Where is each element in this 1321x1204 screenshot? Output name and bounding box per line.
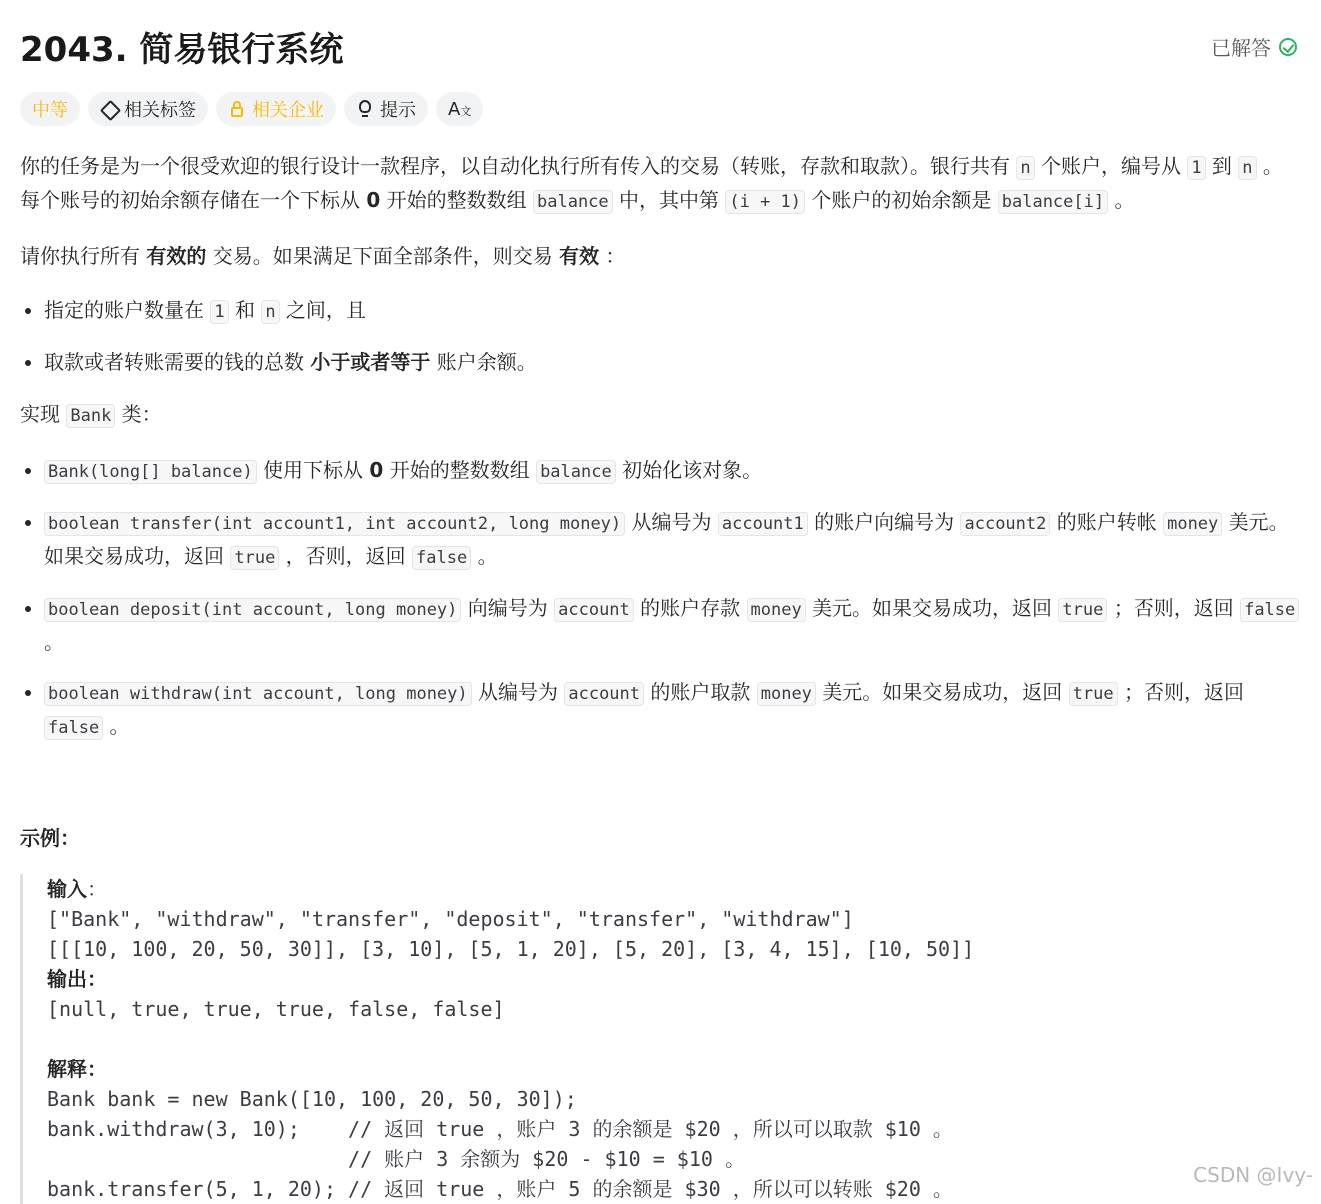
translate-icon: A文 — [448, 98, 472, 120]
list-item: • boolean withdraw(int account, long money) 从编号为 account 的账户取款 money 美元。如果交易成功，返回 true ；否则，返回 false 。 — [44, 676, 1300, 744]
difficulty-badge — [20, 92, 80, 126]
hint-button[interactable] — [344, 92, 428, 126]
description-paragraph: 你的任务是为一个很受欢迎的银行设计一款程序，以自动化执行所有传入的交易（转账，存款和取款）。银行共有 n 个账户，编号从 1 到 n 。每个账号的初始余额存储在一个下标从 0 开始的整数数组 balance 中，其中第 (i + 1) 个账户的初始余额是 balance[i] 。 — [20, 154, 1283, 212]
output-label: 输出： — [47, 967, 107, 991]
list-item: • 取款或者转账需要的钱的总数 小于或者等于 账户余额。 — [44, 346, 1300, 378]
list-item: • 指定的账户数量在 1 和 n 之间，且 — [44, 294, 1300, 328]
watermark: CSDN @Ivy- — [1193, 1163, 1313, 1187]
problem-title: 2043. 简易银行系统 — [20, 30, 344, 70]
input-line-2: [[[10, 100, 20, 50, 30]], [3, 10], [5, 1, 20], [5, 20], [3, 4, 15], [10, 50]] — [47, 937, 975, 961]
implement-paragraph: 实现 Bank 类： — [20, 402, 162, 426]
example-heading: 示例： — [20, 826, 80, 850]
methods-list — [20, 454, 1300, 744]
lightbulb-icon — [356, 100, 374, 118]
explain-label: 解释： — [47, 1057, 107, 1081]
explain-line: bank.withdraw(3, 10); // 返回 true ，账户 3 的余额是 $20 ，所以可以取款 $10 。 — [47, 1117, 953, 1141]
related-companies-label: 相关企业 — [252, 100, 324, 121]
solved-label: 已解答 — [1211, 36, 1271, 60]
related-tags-label: 相关标签 — [124, 100, 196, 121]
explain-line: bank.transfer(5, 1, 20); // 返回 true ，账户 5 的余额是 $30 ，所以可以转账 $20 。 — [47, 1177, 953, 1201]
difficulty-label: 中等 — [32, 100, 68, 121]
list-item: • boolean transfer(int account1, int account2, long money) 从编号为 account1 的账户向编号为 account2 的账户转帐 money 美元。如果交易成功，返回 true ，否则，返回 false 。 — [44, 506, 1300, 574]
example-block: 输入： ["Bank", "withdraw", "transfer", "deposit", "transfer", "withdraw"] [[[10, 100, 20, 50, 30]], [3, 10], [5, 1, 20], [5, 20], [3, 4, 15], [10, 50]] 输出： [null, true, true, true, false, false] 解释： Bank bank = new Bank([10, 100, 20, 50, 30]); bank.withdraw(3, 10); // 返回 true ，账户 3 的余额是 $20 ，所以可以取款 $10 。 // 账户 3 余额为 $20 - $10 = $10 。 bank.transfer(5, 1, 20); // 返回 true ，账户 5 的余额是 $30 ，所以可以转账 $20 。 — [20, 874, 1300, 1204]
related-companies-button[interactable] — [216, 92, 336, 126]
explain-line: // 账户 3 余额为 $20 - $10 = $10 。 — [47, 1147, 745, 1171]
conditions-list — [20, 294, 1300, 378]
related-tags-button[interactable] — [88, 92, 208, 126]
list-item: • Bank(long[] balance) 使用下标从 0 开始的整数数组 balance 初始化该对象。 — [44, 454, 1300, 488]
translate-button[interactable] — [436, 92, 483, 126]
problem-description — [20, 150, 1300, 1204]
check-circle-icon — [1279, 38, 1297, 56]
hint-label: 提示 — [380, 100, 416, 121]
input-label: 输入 — [47, 877, 87, 901]
tag-icon — [100, 100, 118, 118]
tag-bar — [20, 92, 483, 126]
validity-paragraph: 请你执行所有 有效的 交易。如果满足下面全部条件，则交易 有效 ： — [20, 244, 626, 268]
solved-status — [1211, 32, 1297, 61]
output-line: [null, true, true, true, false, false] — [47, 997, 505, 1021]
lock-icon — [228, 100, 246, 118]
list-item: • boolean deposit(int account, long money) 向编号为 account 的账户存款 money 美元。如果交易成功，返回 true ；否则，返回 false 。 — [44, 592, 1300, 658]
input-line-1: ["Bank", "withdraw", "transfer", "deposit", "transfer", "withdraw"] — [47, 907, 854, 931]
explain-line: Bank bank = new Bank([10, 100, 20, 50, 30]); — [47, 1087, 577, 1111]
